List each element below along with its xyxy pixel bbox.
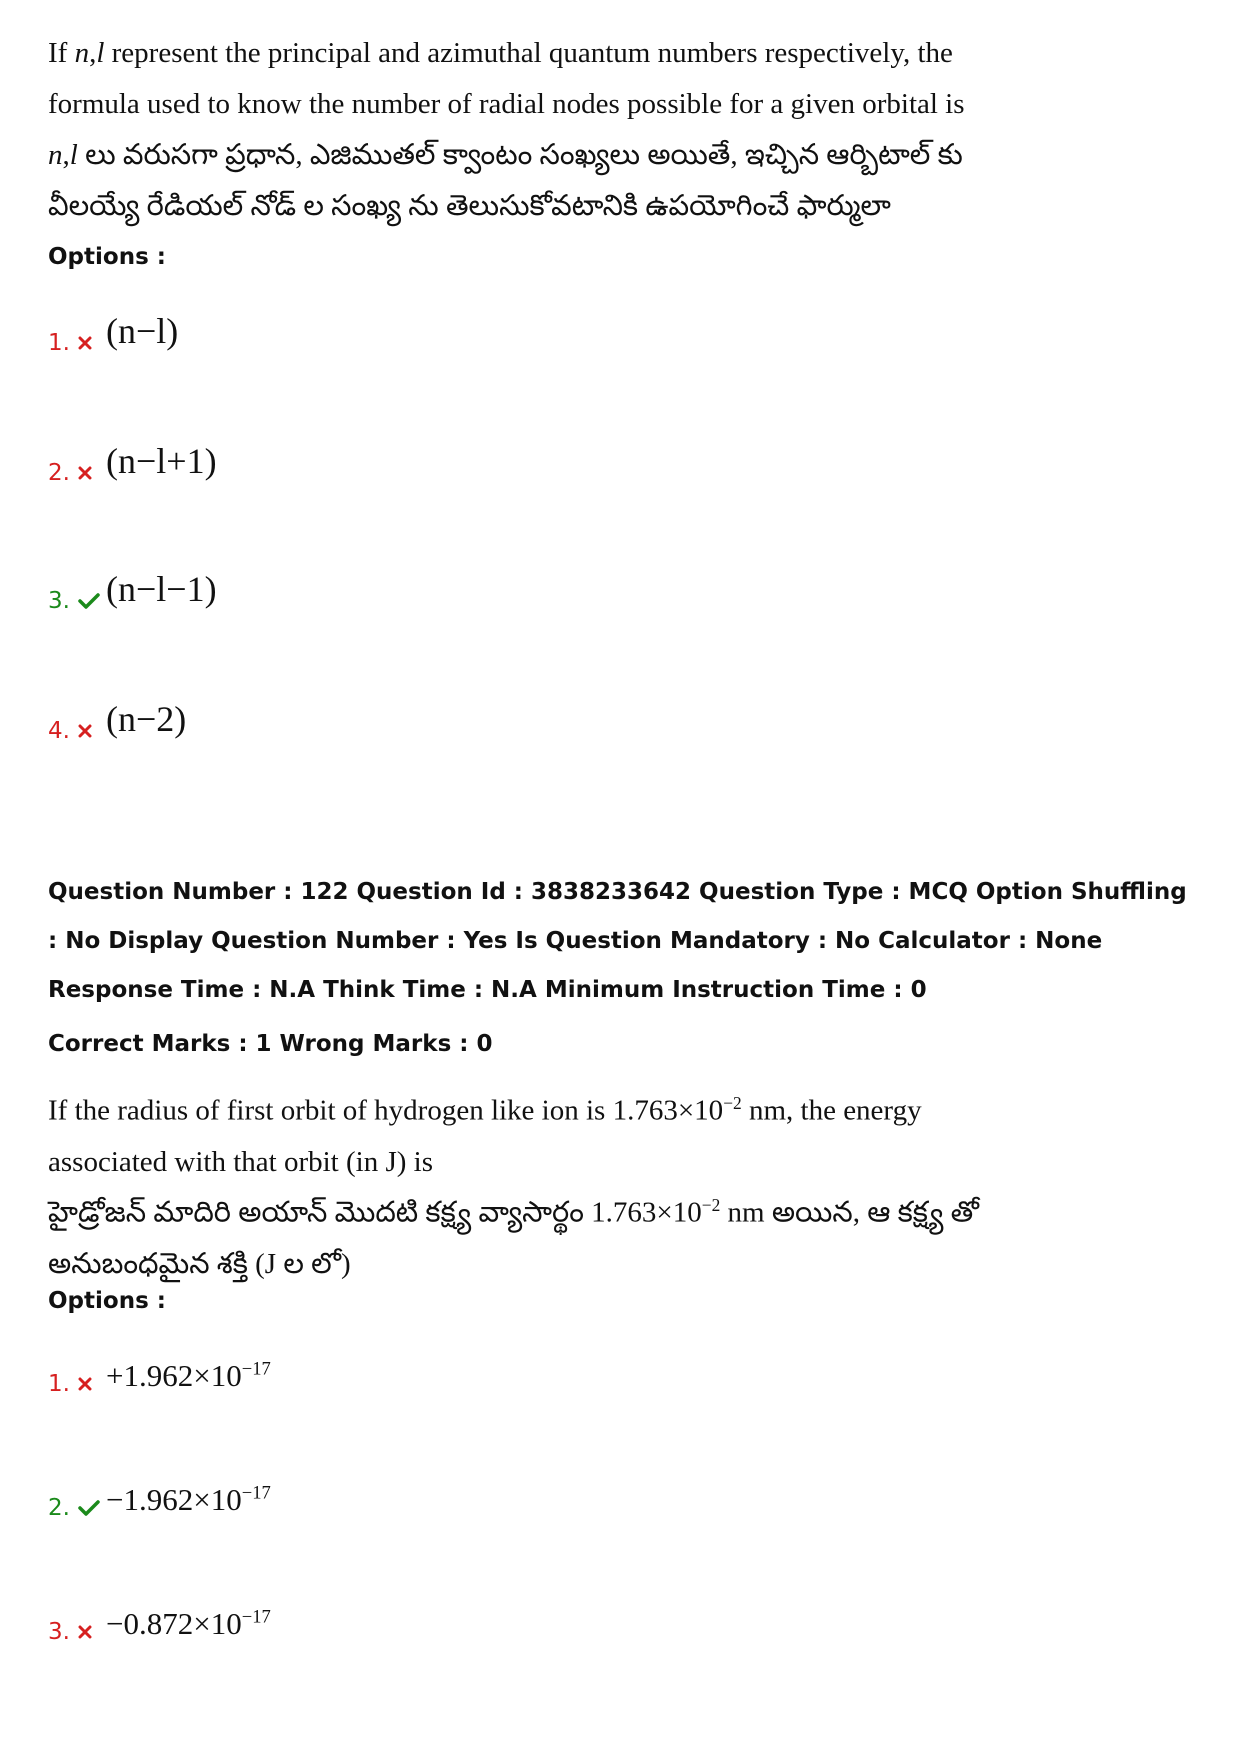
option-number: 2. [48, 1495, 70, 1521]
cross-icon [78, 336, 106, 350]
question-1-text-b: represent the principal and azimuthal quantum numbers respectively, the formula used to know the number of radial nodes possible for a given orbital is [48, 37, 965, 120]
var-l: l [96, 37, 105, 69]
question-1-text [48, 28, 998, 130]
question-meta: Question Number : 122 Question Id : 3838233642 Question Type : MCQ Option Shuffling : No Display Question Number : Yes Is Question Mandatory : No Calculator : None Response Time : N.A Think Time : N.A Minimum Instruction Time : 0 [48, 879, 1187, 1003]
cross-icon [78, 1377, 106, 1391]
option-base: +1.962×10 [106, 1358, 242, 1393]
check-icon [78, 593, 106, 609]
option-expression: (n−2) [106, 699, 187, 739]
question-1-text-a: If [48, 37, 68, 69]
option-base: −1.962×10 [106, 1482, 242, 1517]
option-expression: (n−l+1) [106, 441, 217, 481]
option-expression [106, 1606, 271, 1642]
question-2-telugu-b: nm అయిన, ఆ కక్ష్య తో అనుబంధమైన శక్తి (J ల లో) [48, 1196, 979, 1280]
q2-option-3 [48, 1606, 271, 1650]
options-label-q1: Options : [48, 244, 166, 270]
option-number: 3. [48, 588, 70, 614]
option-number: 1. [48, 1371, 70, 1397]
option-number: 3. [48, 1619, 70, 1645]
cross-icon [78, 466, 106, 480]
comma-te: , [62, 139, 70, 171]
check-icon [78, 1500, 106, 1516]
option-exponent: −17 [241, 1358, 271, 1380]
option-number: 4. [48, 718, 70, 744]
q2-option-1 [48, 1358, 271, 1402]
option-base: −0.872×10 [106, 1606, 242, 1641]
option-number: 1. [48, 330, 70, 356]
q2-option-2 [48, 1482, 271, 1526]
option-number: 2. [48, 460, 70, 486]
comma: , [89, 37, 97, 69]
cross-icon [78, 724, 106, 738]
var-l-te: l [69, 139, 78, 171]
option-exponent: −17 [241, 1606, 271, 1628]
question-1-telugu [48, 130, 998, 232]
question-2-text [48, 1078, 998, 1188]
q1-option-3 [48, 569, 217, 622]
option-exponent: −17 [241, 1482, 271, 1504]
options-label-q2: Options : [48, 1288, 166, 1314]
q1-option-4 [48, 699, 187, 752]
option-expression [106, 1358, 271, 1394]
option-expression [106, 1482, 271, 1518]
q1-option-2 [48, 441, 217, 494]
question-2-telugu-a: హైడ్రోజన్ మాదిరి అయాన్ మొదటి కక్ష్య వ్యాసార్థం 1.763×10 [48, 1196, 702, 1229]
question-1-telugu-b: వీలయ్యే రేడియల్ నోడ్ ల సంఖ్య ను తెలుసుకోవటానికి ఉపయోగించే ఫార్ములా [48, 190, 891, 222]
question-2-telugu [48, 1180, 998, 1290]
question-2-text-a: If the radius of first orbit of hydrogen like ion is 1.763×10 [48, 1094, 724, 1127]
option-expression: (n−l−1) [106, 569, 217, 609]
q1-option-1 [48, 311, 179, 364]
var-n-te: n [48, 139, 63, 171]
cross-icon [78, 1625, 106, 1639]
question-2-text-b: nm, the energy associated with that orbit (in J) is [48, 1094, 922, 1178]
exponent: −2 [723, 1093, 742, 1113]
option-expression: (n−l) [106, 311, 179, 351]
exponent-te: −2 [701, 1195, 721, 1215]
var-n: n [74, 37, 90, 69]
marks-line: Correct Marks : 1 Wrong Marks : 0 [48, 1031, 493, 1057]
question-1-telugu-a: లు వరుసగా ప్రధాన, ఎజిముతల్ క్వాంటం సంఖ్యలు అయితే, ఇచ్చిన ఆర్బిటాల్ కు [85, 139, 963, 171]
